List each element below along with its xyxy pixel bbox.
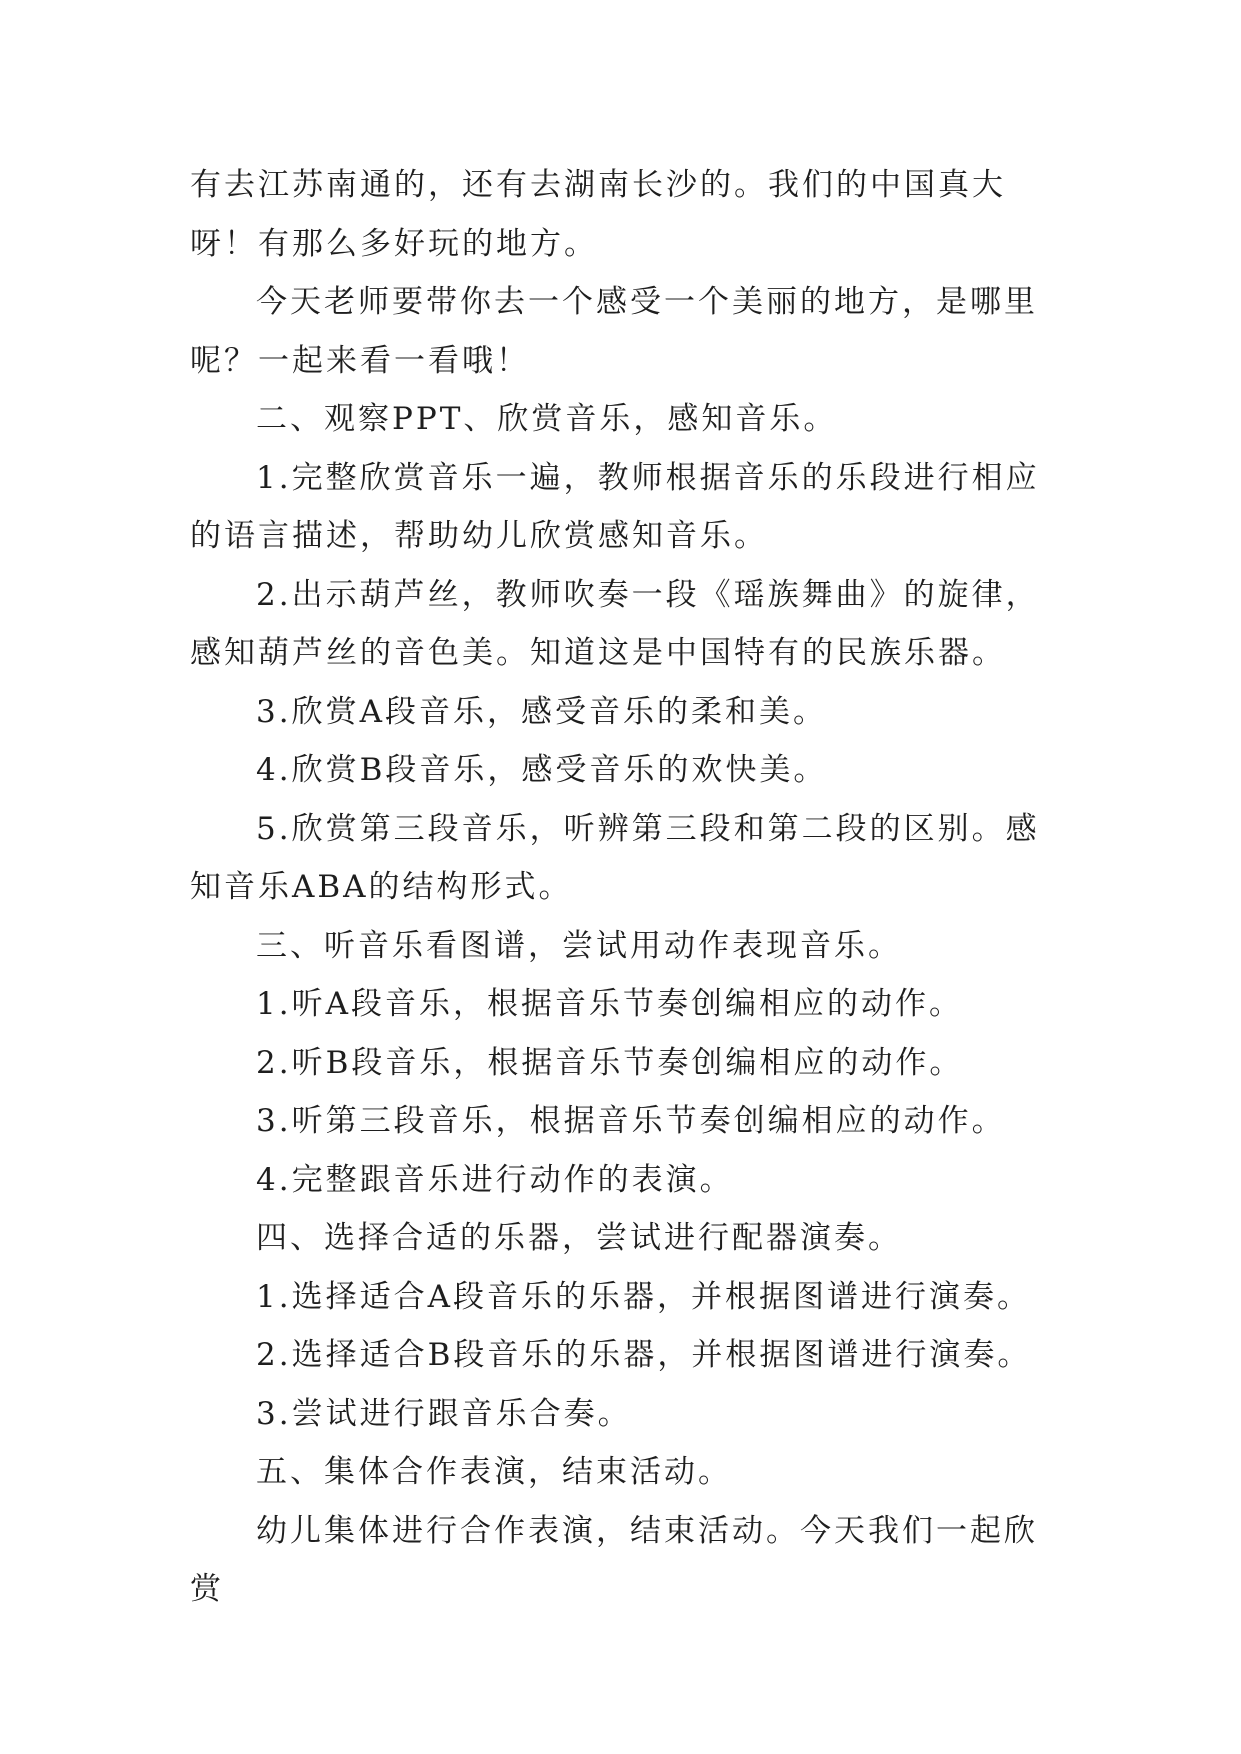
list-item: 1.完整欣赏音乐一遍，教师根据音乐的乐段进行相应的语言描述，帮助幼儿欣赏感知音乐。 [190,459,1040,554]
section-heading: 四、选择合适的乐器，尝试进行配器演奏。 [256,1220,902,1256]
paragraph: 今天老师要带你去一个感受一个美丽的地方，是哪里呢？一起来看一看哦！ [190,284,1038,379]
list-item: 3.欣赏A段音乐，感受音乐的柔和美。 [256,693,827,730]
list-item: 2.选择适合B段音乐的乐器，并根据图谱进行演奏。 [256,1337,1032,1373]
list-item: 5.欣赏第三段音乐，听辨第三段和第二段的区别。感知音乐ABA的结构形式。 [190,810,1040,905]
paragraph: 有去江苏南通的，还有去湖南长沙的。我们的中国真大呀！有那么多好玩的地方。 [190,167,1006,262]
list-item: 4.完整跟音乐进行动作的表演。 [256,1161,734,1198]
document-body [190,156,1060,1619]
section-heading: 三、听音乐看图谱，尝试用动作表现音乐。 [256,927,902,964]
list-item: 4.欣赏B段音乐，感受音乐的欢快美。 [256,752,828,788]
section-heading: 五、集体合作表演，结束活动。 [256,1454,732,1490]
list-item: 3.尝试进行跟音乐合奏。 [256,1395,632,1432]
list-item: 1.选择适合A段音乐的乐器，并根据图谱进行演奏。 [256,1278,1031,1315]
list-item: 2.听B段音乐，根据音乐节奏创编相应的动作。 [256,1044,964,1081]
list-item: 1.听A段音乐，根据音乐节奏创编相应的动作。 [256,986,963,1022]
list-item: 2.出示葫芦丝，教师吹奏一段《瑶族舞曲》的旋律，感知葫芦丝的音色美。知道这是中国特有的民族乐器。 [190,576,1040,671]
section-heading: 二、观察PPT、欣赏音乐，感知音乐。 [256,401,838,437]
paragraph: 幼儿集体进行合作表演，结束活动。今天我们一起欣赏 [190,1512,1038,1607]
list-item: 3.听第三段音乐，根据音乐节奏创编相应的动作。 [256,1103,1006,1139]
